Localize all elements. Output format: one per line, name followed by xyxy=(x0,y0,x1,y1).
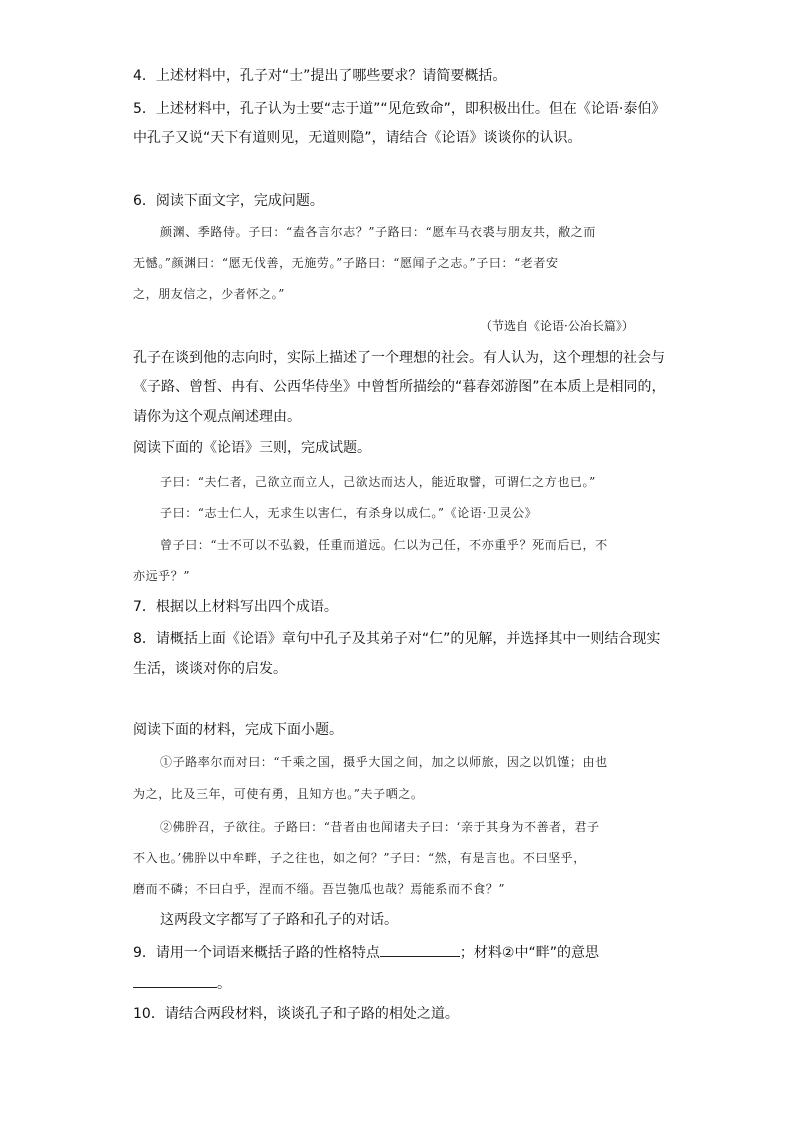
section-3-intro: 阅读下面的材料，完成下面小题。 xyxy=(133,722,343,738)
question-9-part-a: 9．请用一个词语来概括子路的性格特点 xyxy=(133,945,380,961)
question-6-line-2: 《子路、曾皙、冉有、公西华侍坐》中曾皙所描绘的“暮春郊游图”在本质上是相同的， xyxy=(133,379,666,395)
passage-6-source: （节选自《论语·公冶长篇》） xyxy=(480,319,634,333)
question-7: 7．根据以上材料写出四个成语。 xyxy=(133,599,338,615)
question-9-part-b: ；材料②中“畔”的意思 xyxy=(459,945,599,961)
answer-blank-1[interactable] xyxy=(380,942,460,957)
passage-3-note: 这两段文字都写了子路和孔子的对话。 xyxy=(160,912,398,928)
passage-3-b-line-3: 磨而不磷；不曰白乎，涅而不缁。吾岂匏瓜也哉？焉能系而不食？” xyxy=(133,882,506,896)
passage-3-a-line-1: ①子路率尔而对曰：“千乘之国，摄乎大国之间，加之以师旅，因之以饥馑；由也 xyxy=(160,755,608,769)
question-5-line-2: 中孔子又说“天下有道则见，无道则隐”，请结合《论语》谈谈你的认识。 xyxy=(133,130,582,146)
passage-2-b: 子曰：“志士仁人，无求生以害仁，有杀身以成仁。”《论语·卫灵公》 xyxy=(160,506,538,520)
question-6-line-1: 孔子在谈到他的志向时，实际上描述了一个理想的社会。有人认为，这个理想的社会与 xyxy=(133,350,665,366)
passage-6-line-1: 颜渊、季路侍。子曰：“盍各言尔志？”子路曰：“愿车马衣裘与朋友共，敝之而 xyxy=(160,225,597,239)
passage-6-line-2: 无憾。”颜渊曰：“愿无伐善，无施劳。”子路曰：“愿闻子之志。”子曰：“老者安 xyxy=(133,256,559,270)
question-9-line-2 xyxy=(133,973,231,994)
question-10: 10．请结合两段材料，谈谈孔子和子路的相处之道。 xyxy=(133,1006,459,1022)
question-8-line-2: 生活，谈谈对你的启发。 xyxy=(133,661,287,677)
passage-2-a: 子曰：“夫仁者，己欲立而立人，己欲达而达人，能近取譬，可谓仁之方也已。” xyxy=(160,475,596,489)
passage-3-b-line-1: ②佛肸召，子欲往。子路曰：“昔者由也闻诸夫子曰：‘亲于其身为不善者，君子 xyxy=(160,820,600,834)
passage-2-c-line-1: 曾子曰：“士不可以不弘毅，任重而道远。仁以为己任，不亦重乎？死而后已，不 xyxy=(160,538,608,552)
passage-3-a-line-2: 为之，比及三年，可使有勇，且知方也。”夫子哂之。 xyxy=(133,787,424,801)
question-6-line-3: 请你为这个观点阐述理由。 xyxy=(133,409,301,425)
passage-2-c-line-2: 亦远乎？” xyxy=(133,569,191,583)
passage-6-line-3: 之，朋友信之，少者怀之。” xyxy=(133,287,285,301)
section-2-intro: 阅读下面的《论语》三则，完成试题。 xyxy=(133,440,371,456)
question-9-line-1 xyxy=(133,942,599,963)
answer-blank-2[interactable] xyxy=(133,973,217,988)
question-9-end: 。 xyxy=(217,976,231,992)
question-5-line-1: 5．上述材料中，孔子认为士要“志于道”“见危致命”，即积极出仕。但在《论语·泰伯》 xyxy=(133,101,666,117)
question-6-intro: 6．阅读下面文字，完成问题。 xyxy=(133,193,324,209)
passage-3-b-line-2: 不入也。’佛肸以中牟畔，子之往也，如之何？”子曰：“然，有是言也。不曰坚乎， xyxy=(133,851,586,865)
question-8-line-1: 8．请概括上面《论语》章句中孔子及其弟子对“仁”的见解，并选择其中一则结合现实 xyxy=(133,631,661,647)
question-4: 4．上述材料中，孔子对“士”提出了哪些要求？请简要概括。 xyxy=(133,68,507,84)
